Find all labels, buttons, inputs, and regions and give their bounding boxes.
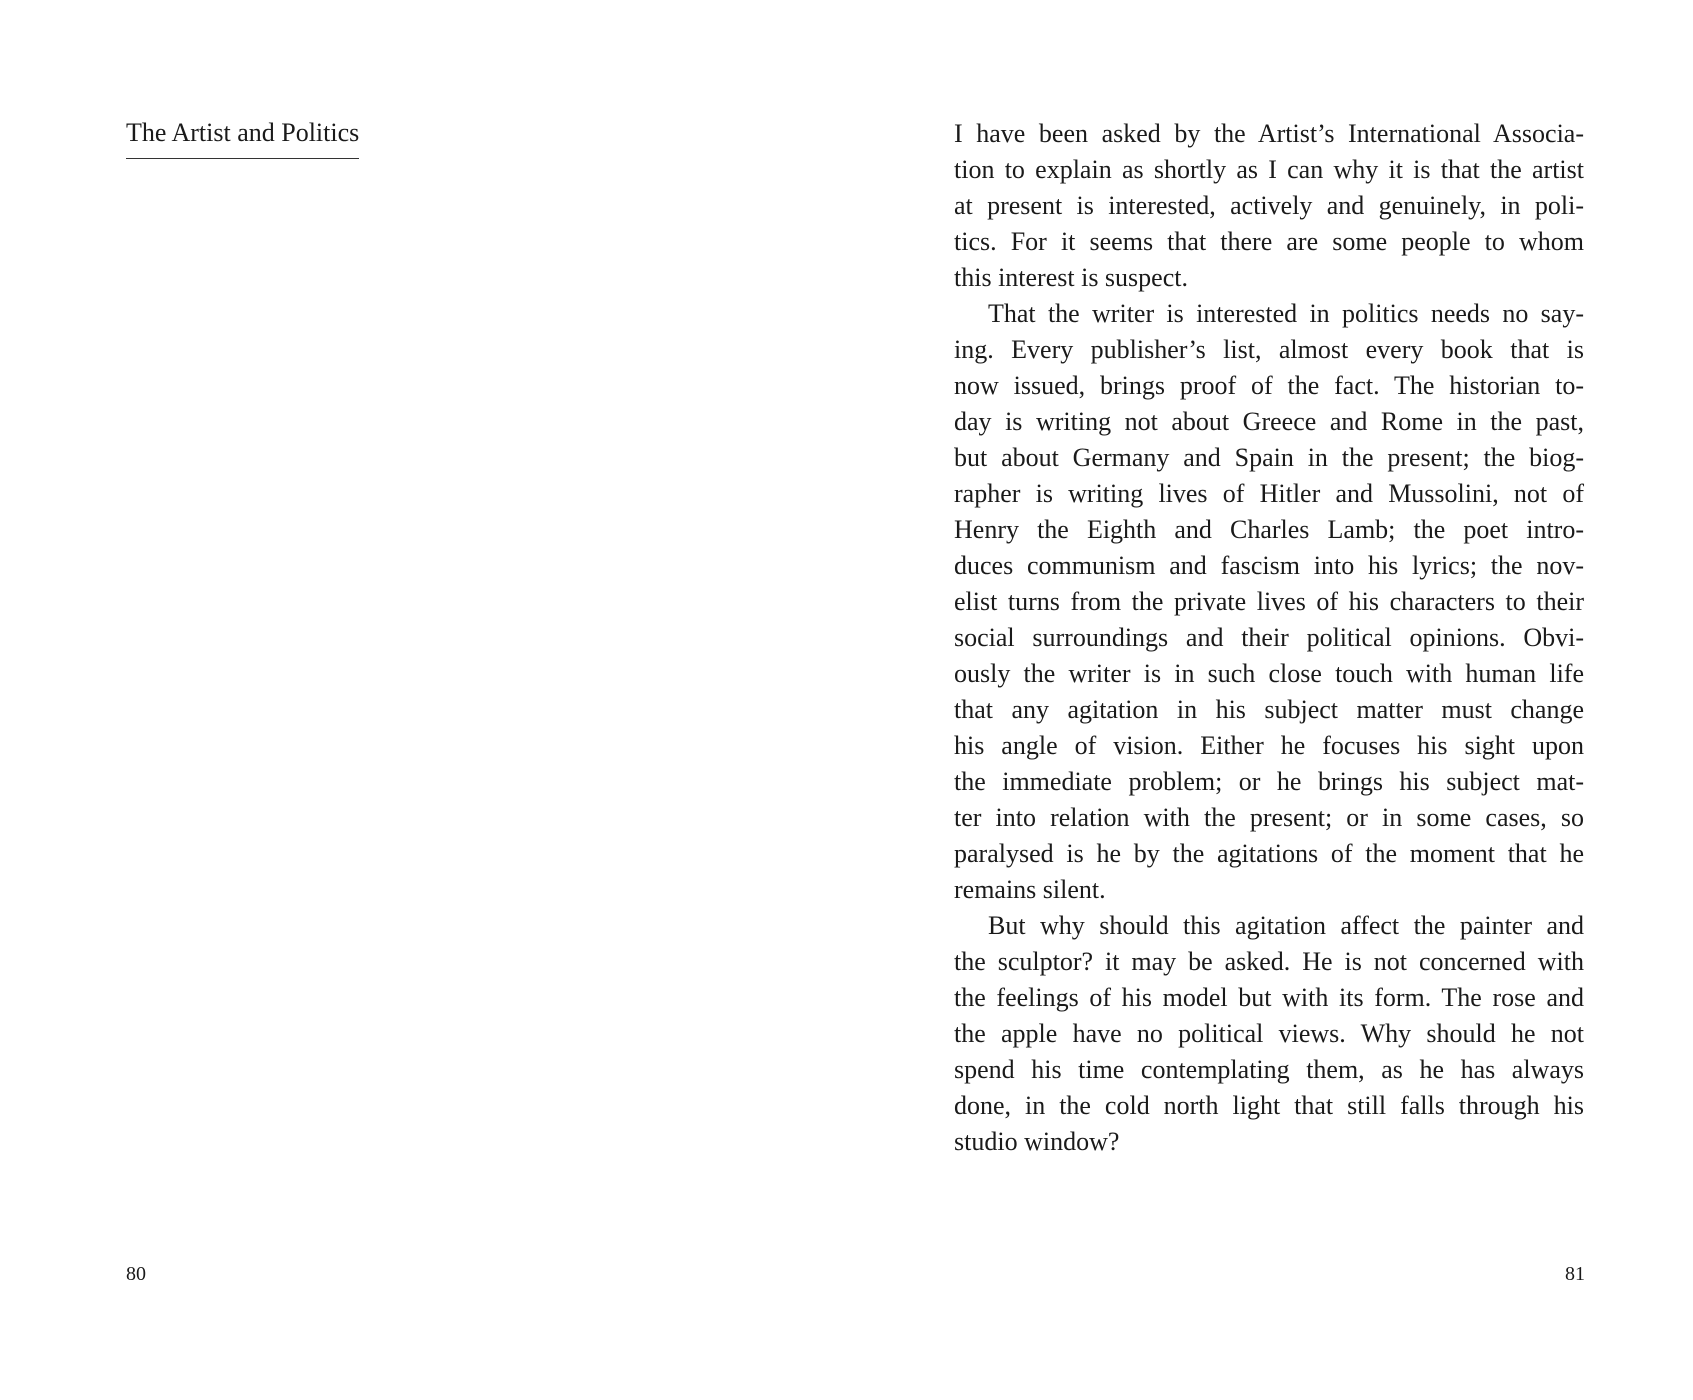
text-line: his angle of vision. Either he focuses his sight upon xyxy=(954,731,1584,760)
text-line: day is writing not about Greece and Rome in the past, xyxy=(954,407,1584,436)
text-line: but about Germany and Spain in the present; the biog- xyxy=(954,443,1584,472)
text-line: remains silent. xyxy=(954,875,1106,904)
right-page xyxy=(846,0,1693,1400)
running-title: The Artist and Politics xyxy=(126,116,359,159)
text-line: elist turns from the private lives of his characters to their xyxy=(954,587,1584,616)
text-line: That the writer is interested in politics needs no say- xyxy=(988,299,1584,328)
text-line: rapher is writing lives of Hitler and Mussolini, not of xyxy=(954,479,1584,508)
text-line: paralysed is he by the agitations of the moment that he xyxy=(954,839,1584,868)
text-line: done, in the cold north light that still falls through his xyxy=(954,1091,1584,1120)
text-line: tion to explain as shortly as I can why it is that the artist xyxy=(954,155,1584,184)
page-number-right: 81 xyxy=(1565,1263,1585,1285)
text-line: the feelings of his model but with its form. The rose and xyxy=(954,983,1584,1012)
text-line: ter into relation with the present; or in some cases, so xyxy=(954,803,1584,832)
text-line: tics. For it seems that there are some people to whom xyxy=(954,227,1584,256)
text-line: ously the writer is in such close touch with human life xyxy=(954,659,1584,688)
text-line: ing. Every publisher’s list, almost every book that is xyxy=(954,335,1584,364)
text-line: the apple have no political views. Why should he not xyxy=(954,1019,1584,1048)
text-line: Henry the Eighth and Charles Lamb; the poet intro- xyxy=(954,515,1584,544)
text-line: spend his time contemplating them, as he has always xyxy=(954,1055,1584,1084)
text-line: that any agitation in his subject matter must change xyxy=(954,695,1584,724)
text-line: the immediate problem; or he brings his subject mat- xyxy=(954,767,1584,796)
text-line: the sculptor? it may be asked. He is not concerned with xyxy=(954,947,1584,976)
text-line: at present is interested, actively and genuinely, in poli- xyxy=(954,191,1584,220)
text-line: duces communism and fascism into his lyrics; the nov- xyxy=(954,551,1584,580)
text-line: social surroundings and their political opinions. Obvi- xyxy=(954,623,1584,652)
text-line: now issued, brings proof of the fact. The historian to- xyxy=(954,371,1584,400)
text-line: this interest is suspect. xyxy=(954,263,1188,292)
left-page xyxy=(0,0,846,1400)
page-number-left: 80 xyxy=(126,1263,146,1285)
body-text xyxy=(954,116,1584,1160)
text-line: But why should this agitation affect the painter and xyxy=(988,911,1584,940)
text-line: studio window? xyxy=(954,1127,1120,1156)
text-line: I have been asked by the Artist’s International Associa- xyxy=(954,119,1584,148)
